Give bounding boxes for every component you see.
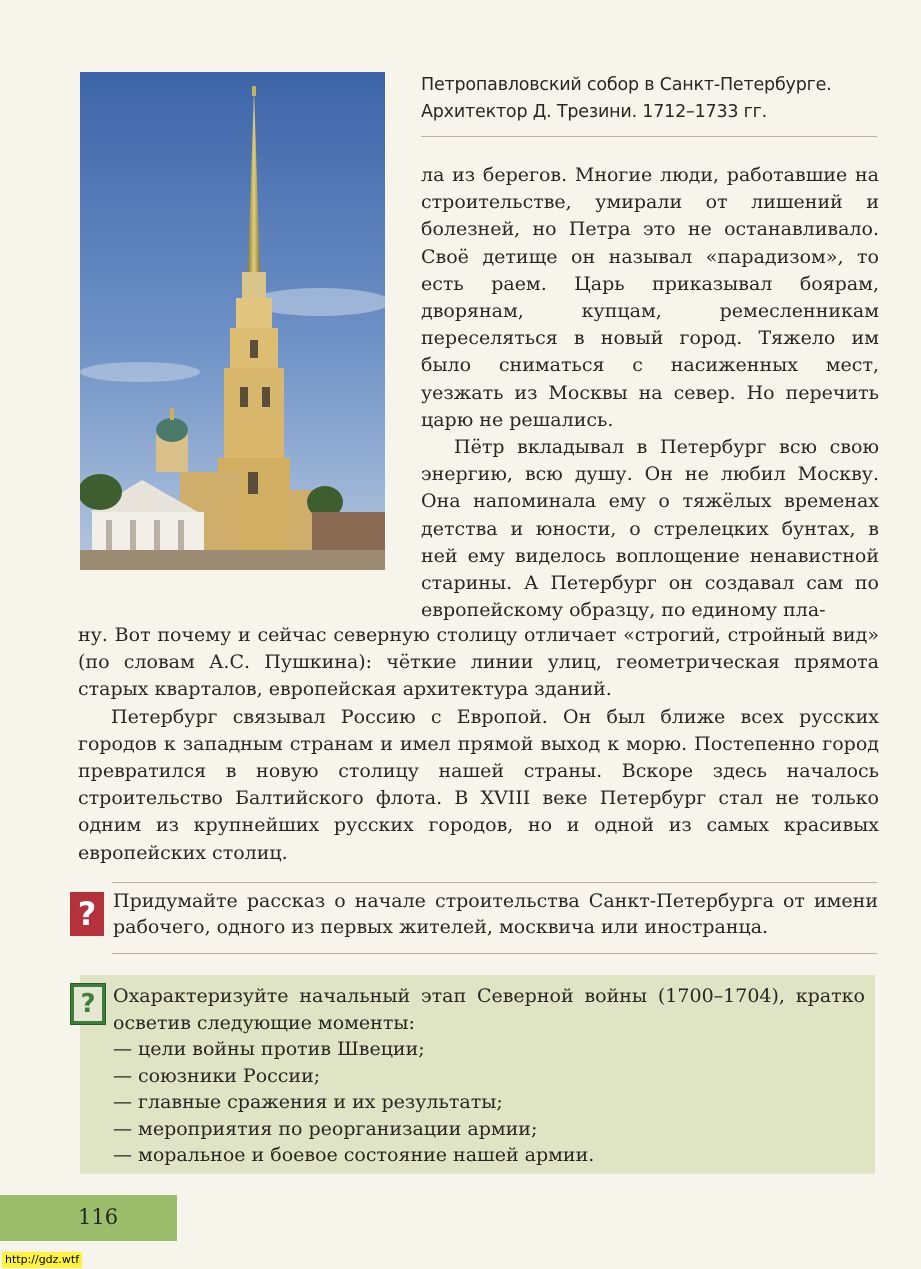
text-column-narrow [421,162,879,624]
paragraph-2-end: ну. Вот почему и сейчас северную столицу отличает «строгий, стройный вид» (по словам А.С. Пушкина): чёткие линии улиц, геометрическая прямота старых кварталов, европейская архитектура зданий. [78,624,879,701]
watermark-link[interactable]: http://gdz.wtf [2,1252,82,1268]
question-text: Придумайте рассказ о начале строительства Санкт-Петербурга от имени рабочего, одного из первых жителей, москвича или иностранца. [113,890,878,938]
question-bottom-divider [112,953,877,954]
task-item: — союзники России; [113,1064,321,1087]
task-lead: Охарактеризуйте начальный этап Северной войны (1700–1704), кратко осветив следующие моменты: [113,985,865,1034]
page-number: 116 [78,1205,119,1229]
task-item: — мероприятия по реорганизации армии; [113,1117,538,1140]
task-text [113,983,865,1169]
question-top-divider [112,882,877,883]
task-item: — цели войны против Швеции; [113,1038,425,1060]
paragraph-3: Петербург связывал Россию с Европой. Он был ближе всех русских городов к западным странам и имел прямой выход к морю. Постепенно город превратился в новую столицу нашей страны. Вскоре здесь началось строительство Балтийского флота. В XVIII веке Петербург стал не только одним из крупнейших русских городов, но и одной из самых красивых европейских столиц. [78,705,879,864]
task-icon-symbol: ? [74,987,102,1021]
caption-divider [421,136,877,137]
task-question-icon [70,983,106,1025]
task-list [113,1036,865,1169]
cathedral-photo [80,72,385,570]
caption-line-1: Петропавловский собор в Санкт-Петербурге. [421,75,832,95]
text-column-wide [78,622,879,867]
caption-line-2: Архитектор Д. Трезини. 1712–1733 гг. [421,102,768,122]
question-mark-icon: ? [70,892,104,936]
task-block [80,975,875,1174]
task-item: — главные сражения и их результаты; [113,1091,503,1113]
photo-caption [421,72,881,126]
task-item: — моральное и боевое состояние нашей армии. [113,1144,595,1166]
paragraph-2-start: Пётр вкладывал в Петербург всю свою энергию, всю душу. Он не любил Москву. Она напоминала ему о тяжёлых временах детства и юности, о стрелецких бунтах, в ней ему виделось воплощение ненавистной старины. А Петербург он создавал сам по европейскому образцу, по единому пла- [421,436,879,622]
paragraph-1: ла из берегов. Многие люди, работавшие на строительстве, умирали от лишений и болезней, но Петра это не останавливало. Своё детище он называл «парадизом», то есть раем. Царь приказывал боярам, дворянам, купцам, ремесленникам переселяться в новый город. Тяжело им было сниматься с насиженных мест, уезжать из Москвы на север. Но перечить царю не решались. [421,164,879,431]
